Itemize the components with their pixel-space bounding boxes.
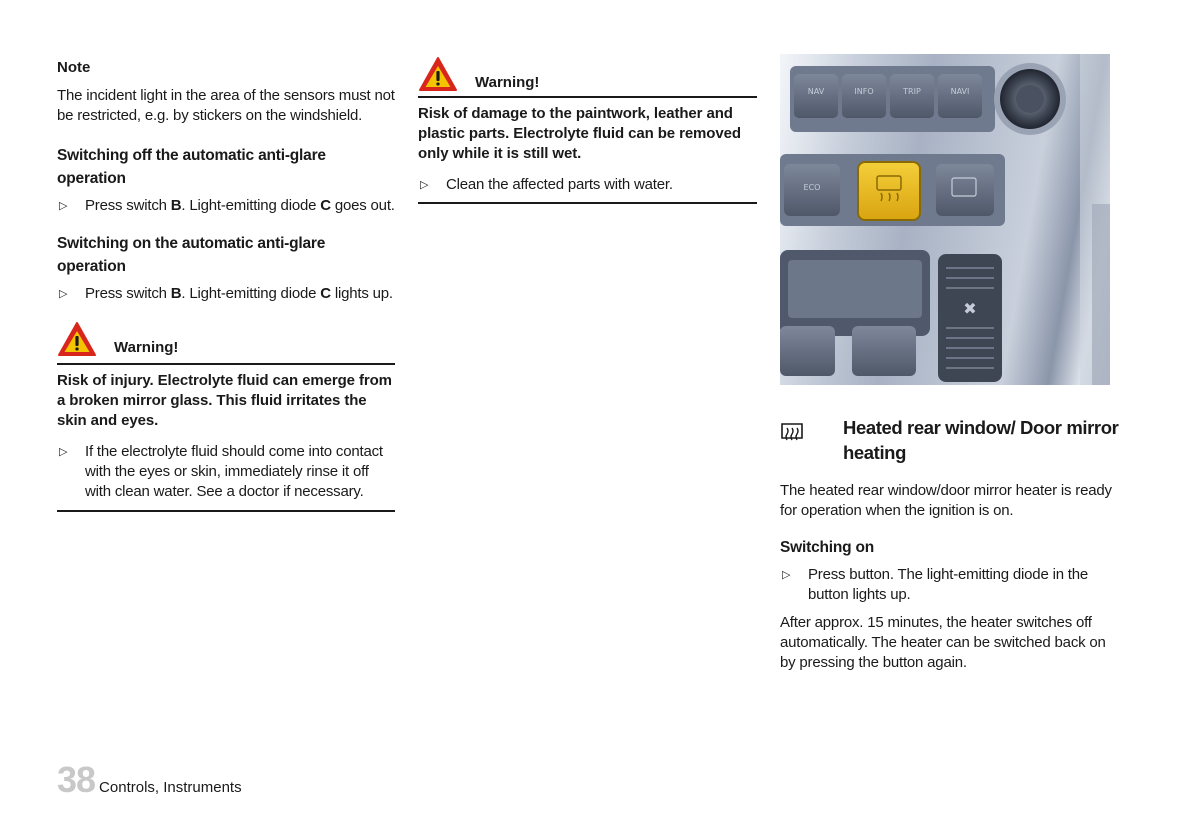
heater-after-text: After approx. 15 minutes, the heater switches off automatically. The heater can be switched back on by pressing the button again. [780, 614, 1106, 671]
warning-header [57, 319, 395, 357]
heater-step [780, 565, 1120, 605]
warning-label: Warning! [475, 74, 540, 91]
page-footer [57, 759, 242, 800]
triangle-right-icon: ▷ [59, 200, 68, 212]
column-left [57, 58, 395, 512]
warning-header [418, 54, 757, 92]
svg-text:ECO: ECO [803, 183, 821, 192]
switching-off-step [57, 196, 395, 216]
warning-label: Warning! [114, 339, 179, 356]
warning-step [418, 175, 757, 195]
svg-text:✖: ✖ [963, 299, 977, 318]
dashboard-photo [780, 54, 1110, 385]
page-number: 38 [57, 759, 96, 800]
rear-window-heater-icon [780, 422, 806, 444]
svg-text:INFO: INFO [854, 87, 874, 96]
warning-step-text: Clean the affected parts with water. [446, 176, 673, 193]
warning-text: Risk of injury. Electrolyte fluid can emerge from a broken mirror glass. This fluid irritates the skin and eyes. [57, 372, 392, 429]
svg-text:NAV: NAV [807, 87, 825, 96]
triangle-right-icon: ▷ [59, 288, 68, 300]
svg-text:NAVI: NAVI [950, 87, 970, 96]
switching-on-step [57, 284, 395, 304]
switching-on-heading: Switching on [780, 539, 875, 556]
divider [57, 363, 395, 365]
divider [57, 510, 395, 512]
warning-step [57, 442, 395, 502]
switching-off-step-text: Press switch B. Light-emitting diode C goes out. [85, 197, 395, 214]
svg-text:TRIP: TRIP [903, 87, 921, 96]
heater-heading-row [780, 415, 1120, 465]
divider [418, 202, 757, 204]
section-name: Controls, Instruments [99, 779, 242, 796]
note-heading: Note [57, 59, 91, 76]
heated-window-button [858, 162, 920, 220]
triangle-right-icon: ▷ [782, 569, 791, 581]
warning-triangle-icon [57, 321, 97, 357]
switching-on-step-text: Press switch B. Light-emitting diode C lights up. [85, 285, 393, 302]
switching-off-heading: Switching off the automatic anti-glare operation [57, 147, 326, 187]
heater-intro: The heated rear window/door mirror heater is ready for operation when the ignition is on. [780, 482, 1112, 519]
center-console-illustration [780, 54, 1110, 385]
switching-on-heading: Switching on the automatic anti-glare operation [57, 235, 326, 275]
heater-heading: Heated rear window/ Door mirror heating [843, 417, 1119, 463]
warning-text: Risk of damage to the paintwork, leather and plastic parts. Electrolyte fluid can be removed only while it is still wet. [418, 105, 741, 162]
note-text: The incident light in the area of the sensors must not be restricted, e.g. by stickers on the windshield. [57, 87, 395, 124]
triangle-right-icon: ▷ [420, 179, 429, 191]
divider [418, 96, 757, 98]
column-right [780, 54, 1120, 673]
column-middle [418, 54, 757, 204]
warning-step-text: If the electrolyte fluid should come into contact with the eyes or skin, immediately rinse it off with clean water. See a doctor if necessary. [85, 443, 383, 500]
warning-triangle-icon [418, 56, 458, 92]
triangle-right-icon: ▷ [59, 446, 68, 458]
heater-step-text: Press button. The light-emitting diode in the button lights up. [808, 566, 1089, 603]
